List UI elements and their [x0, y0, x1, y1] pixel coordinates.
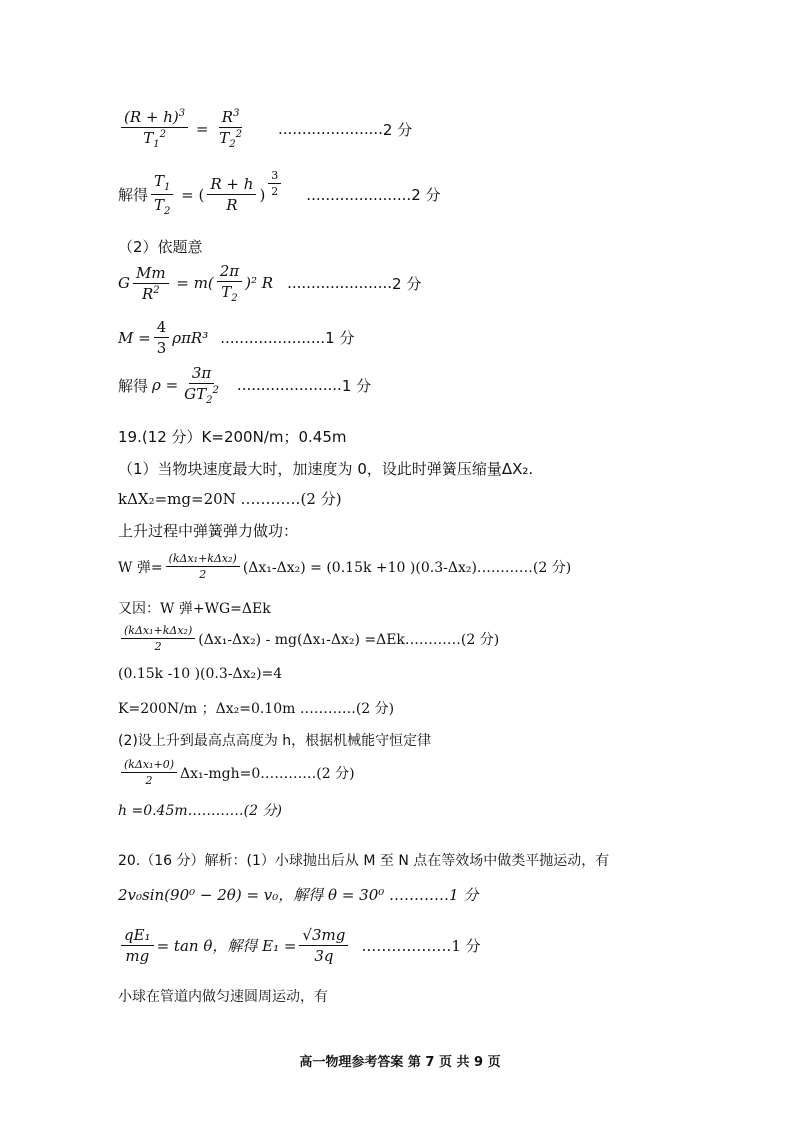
- equation-density: 解得 ρ = $\frac{3\pi}{GT_2^2}$ ...................... 1 分: [118, 364, 372, 406]
- q19-line2: kΔX₂=mg=20N …………(2 分): [118, 490, 342, 508]
- q20-line1: 20.（16 分）解析：(1）小球抛出后从 M 至 N 点在等效场中做类平抛运动，有: [118, 853, 610, 869]
- q19-line1: （1）当物块速度最大时，加速度为 0，设此时弹簧压缩量ΔX₂.: [118, 460, 534, 478]
- q19-header: 19.(12 分）K=200N/m；0.45m: [118, 428, 347, 446]
- part-2-label: （2）依题意: [118, 238, 203, 256]
- q19-line8: K=200N/m ；Δx₂=0.10m …………(2 分): [118, 701, 395, 717]
- q19-line11: h =0.45m…………(2 分): [118, 803, 282, 819]
- q20-field-eq: $\frac{\text{qE₁}}{mg}$ = tan θ，解得 E₁ = $\frac{√3mg}{3q}$ ………………1 分: [118, 926, 481, 965]
- equation-mass: M = $\frac{4}{3}$ ρπR³ ...................... 1 分: [118, 318, 355, 357]
- q19-line7: (0.15k -10 )(0.3-Δx₂)=4: [118, 666, 283, 682]
- q19-spring-work: W 弹= $\frac{\text{(kΔx₁+kΔx₂)}}{2}$ (Δx₁-Δx₂) = (0.15k +10 )(0.3-Δx₂)…………(2 分): [118, 552, 572, 581]
- q20-line2: 2v₀sin(90⁰ − 2θ) = v₀，解得 θ = 30⁰ …………1 分: [118, 886, 479, 904]
- q19-line9: (2)设上升到最高点高度为 h，根据机械能守恒定律: [118, 733, 432, 749]
- q19-line5: 又因：W 弹+WG=ΔEk: [118, 601, 271, 617]
- page-footer: 高一物理参考答案 第 7 页 共 9 页: [299, 1055, 501, 1070]
- q19-line3: 上升过程中弹簧弹力做功：: [118, 522, 299, 540]
- q19-conservation-eq: $\frac{\text{(kΔx₁+0)}}{2}$ Δx₁-mgh=0…………(2 分): [118, 758, 355, 787]
- equation-gravity: G $\frac{Mm}{R^2}$ = m( $\frac{2\pi}{T_2}$ )² R ...................... 2 分: [118, 262, 422, 304]
- equation-period-ratio: $\frac{(R + h)^3}{T_1^2}$ = $\frac{R^3}{T_2^2}$ ...................... 2 分: [118, 108, 412, 150]
- q20-line4: 小球在管道内做匀速圆周运动，有: [118, 989, 328, 1005]
- q19-energy-eq: $\frac{\text{(kΔx₁+kΔx₂)}}{2}$ (Δx₁-Δx₂) - mg(Δx₁-Δx₂) =ΔEk…………(2 分): [118, 624, 499, 653]
- equation-solve-period: 解得 $\frac{T_1}{T_2}$ = ( $\frac{R + h}{R}$ ) $\frac{3}{2}$ ...................... 2 分: [118, 169, 441, 217]
